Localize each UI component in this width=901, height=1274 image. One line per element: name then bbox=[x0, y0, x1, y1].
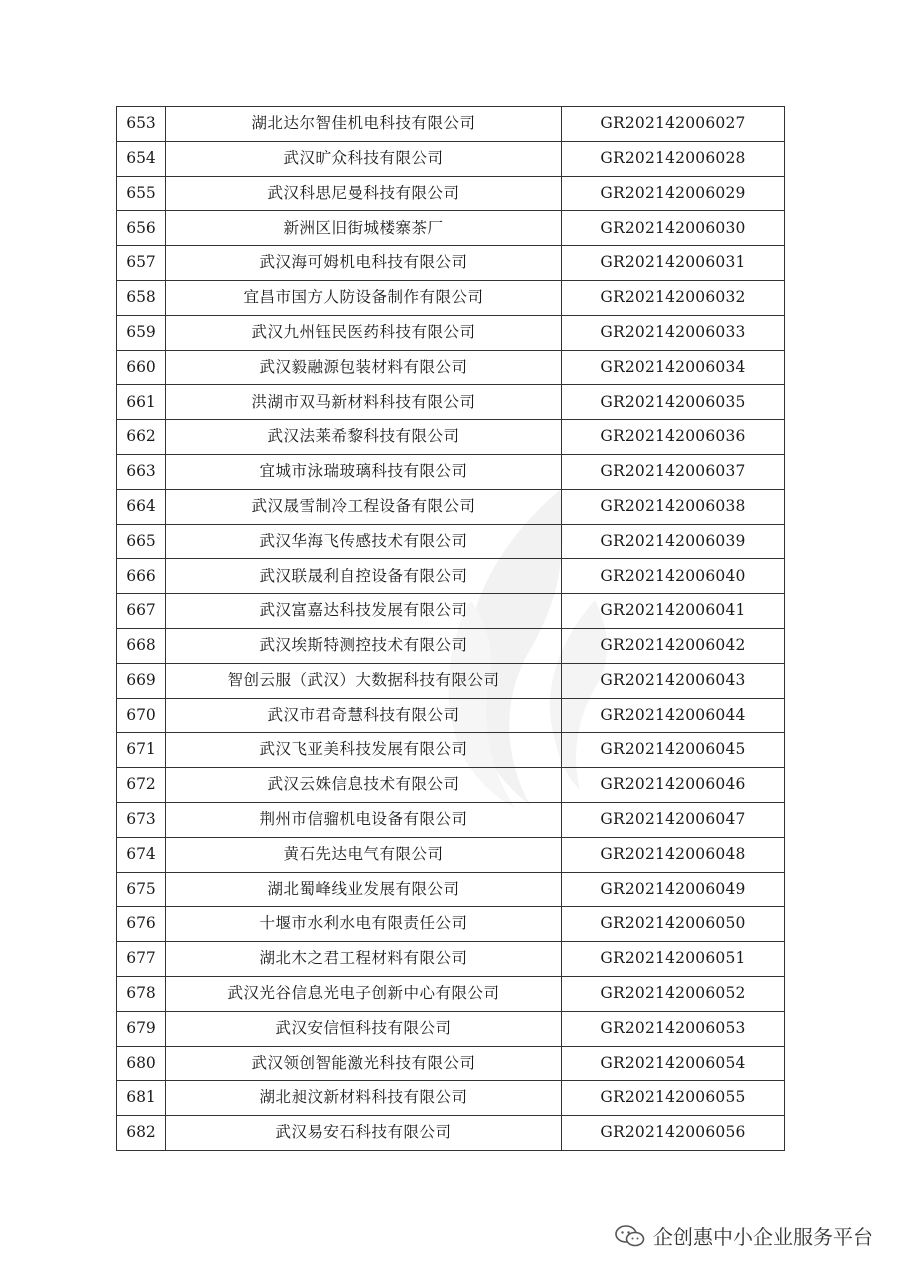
row-number: 672 bbox=[117, 768, 166, 803]
row-number: 658 bbox=[117, 280, 166, 315]
company-name: 武汉华海飞传感技术有限公司 bbox=[166, 524, 562, 559]
company-name: 武汉晟雪制冷工程设备有限公司 bbox=[166, 489, 562, 524]
certificate-code: GR202142006047 bbox=[562, 802, 785, 837]
certification-table bbox=[116, 106, 785, 1151]
certificate-code: GR202142006040 bbox=[562, 559, 785, 594]
company-name: 宜城市泳瑞玻璃科技有限公司 bbox=[166, 454, 562, 489]
row-number: 680 bbox=[117, 1046, 166, 1081]
row-number: 673 bbox=[117, 802, 166, 837]
table-row bbox=[117, 976, 785, 1011]
table-row bbox=[117, 211, 785, 246]
certificate-code: GR202142006054 bbox=[562, 1046, 785, 1081]
table-row bbox=[117, 280, 785, 315]
certificate-code: GR202142006043 bbox=[562, 663, 785, 698]
company-name: 武汉旷众科技有限公司 bbox=[166, 141, 562, 176]
certificate-code: GR202142006031 bbox=[562, 246, 785, 281]
row-number: 661 bbox=[117, 385, 166, 420]
row-number: 657 bbox=[117, 246, 166, 281]
certificate-code: GR202142006051 bbox=[562, 942, 785, 977]
table-row bbox=[117, 628, 785, 663]
certificate-code: GR202142006041 bbox=[562, 594, 785, 629]
footer-brand bbox=[615, 1221, 873, 1250]
certificate-code: GR202142006030 bbox=[562, 211, 785, 246]
row-number: 655 bbox=[117, 176, 166, 211]
table-row bbox=[117, 107, 785, 142]
table-row bbox=[117, 524, 785, 559]
row-number: 682 bbox=[117, 1116, 166, 1151]
company-name: 武汉光谷信息光电子创新中心有限公司 bbox=[166, 976, 562, 1011]
row-number: 674 bbox=[117, 837, 166, 872]
row-number: 660 bbox=[117, 350, 166, 385]
row-number: 663 bbox=[117, 454, 166, 489]
row-number: 679 bbox=[117, 1011, 166, 1046]
certificate-code: GR202142006053 bbox=[562, 1011, 785, 1046]
table-row bbox=[117, 733, 785, 768]
company-name: 黄石先达电气有限公司 bbox=[166, 837, 562, 872]
company-name: 武汉联晟利自控设备有限公司 bbox=[166, 559, 562, 594]
company-name: 武汉海可姆机电科技有限公司 bbox=[166, 246, 562, 281]
company-name: 武汉云姝信息技术有限公司 bbox=[166, 768, 562, 803]
table-row bbox=[117, 454, 785, 489]
company-name: 湖北达尔智佳机电科技有限公司 bbox=[166, 107, 562, 142]
company-name: 武汉易安石科技有限公司 bbox=[166, 1116, 562, 1151]
certificate-code: GR202142006032 bbox=[562, 280, 785, 315]
certificate-code: GR202142006052 bbox=[562, 976, 785, 1011]
company-name: 武汉埃斯特测控技术有限公司 bbox=[166, 628, 562, 663]
table-row bbox=[117, 489, 785, 524]
certificate-code: GR202142006042 bbox=[562, 628, 785, 663]
certificate-code: GR202142006028 bbox=[562, 141, 785, 176]
certificate-code: GR202142006035 bbox=[562, 385, 785, 420]
company-name: 十堰市水利水电有限责任公司 bbox=[166, 907, 562, 942]
footer-brand-text: 企创惠中小企业服务平台 bbox=[653, 1225, 873, 1249]
company-name: 武汉富嘉达科技发展有限公司 bbox=[166, 594, 562, 629]
certificate-code: GR202142006033 bbox=[562, 315, 785, 350]
company-name: 宜昌市国方人防设备制作有限公司 bbox=[166, 280, 562, 315]
certificate-code: GR202142006045 bbox=[562, 733, 785, 768]
company-name: 智创云服（武汉）大数据科技有限公司 bbox=[166, 663, 562, 698]
row-number: 678 bbox=[117, 976, 166, 1011]
company-name: 荆州市信骝机电设备有限公司 bbox=[166, 802, 562, 837]
certificate-code: GR202142006036 bbox=[562, 420, 785, 455]
table-row bbox=[117, 385, 785, 420]
row-number: 675 bbox=[117, 872, 166, 907]
company-name: 湖北木之君工程材料有限公司 bbox=[166, 942, 562, 977]
certificate-code: GR202142006044 bbox=[562, 698, 785, 733]
table-row bbox=[117, 559, 785, 594]
certificate-code: GR202142006038 bbox=[562, 489, 785, 524]
company-name: 武汉领创智能激光科技有限公司 bbox=[166, 1046, 562, 1081]
row-number: 676 bbox=[117, 907, 166, 942]
certificate-code: GR202142006046 bbox=[562, 768, 785, 803]
row-number: 681 bbox=[117, 1081, 166, 1116]
row-number: 668 bbox=[117, 628, 166, 663]
table-body bbox=[117, 107, 785, 1151]
company-name: 洪湖市双马新材料科技有限公司 bbox=[166, 385, 562, 420]
row-number: 667 bbox=[117, 594, 166, 629]
table-row bbox=[117, 141, 785, 176]
row-number: 677 bbox=[117, 942, 166, 977]
row-number: 659 bbox=[117, 315, 166, 350]
row-number: 665 bbox=[117, 524, 166, 559]
certificate-code: GR202142006034 bbox=[562, 350, 785, 385]
row-number: 669 bbox=[117, 663, 166, 698]
company-name: 湖北蜀峰线业发展有限公司 bbox=[166, 872, 562, 907]
table-row bbox=[117, 768, 785, 803]
table-row bbox=[117, 837, 785, 872]
certificate-code: GR202142006055 bbox=[562, 1081, 785, 1116]
table-row bbox=[117, 698, 785, 733]
company-name: 武汉法莱希黎科技有限公司 bbox=[166, 420, 562, 455]
row-number: 666 bbox=[117, 559, 166, 594]
wechat-icon bbox=[615, 1224, 645, 1248]
table-row bbox=[117, 1116, 785, 1151]
certificate-code: GR202142006056 bbox=[562, 1116, 785, 1151]
company-name: 武汉九州钰民医药科技有限公司 bbox=[166, 315, 562, 350]
table-row bbox=[117, 176, 785, 211]
table-row bbox=[117, 315, 785, 350]
table-row bbox=[117, 246, 785, 281]
table-row bbox=[117, 350, 785, 385]
table-row bbox=[117, 1081, 785, 1116]
certificate-code: GR202142006048 bbox=[562, 837, 785, 872]
table-row bbox=[117, 907, 785, 942]
row-number: 656 bbox=[117, 211, 166, 246]
row-number: 670 bbox=[117, 698, 166, 733]
table-row bbox=[117, 942, 785, 977]
table-row bbox=[117, 420, 785, 455]
company-name: 新洲区旧街城楼寨茶厂 bbox=[166, 211, 562, 246]
table-row bbox=[117, 1046, 785, 1081]
certificate-code: GR202142006029 bbox=[562, 176, 785, 211]
company-name: 武汉飞亚美科技发展有限公司 bbox=[166, 733, 562, 768]
certificate-code: GR202142006050 bbox=[562, 907, 785, 942]
row-number: 653 bbox=[117, 107, 166, 142]
certificate-code: GR202142006039 bbox=[562, 524, 785, 559]
table-row bbox=[117, 802, 785, 837]
certificate-code: GR202142006049 bbox=[562, 872, 785, 907]
row-number: 664 bbox=[117, 489, 166, 524]
company-name: 武汉安信恒科技有限公司 bbox=[166, 1011, 562, 1046]
table-row bbox=[117, 1011, 785, 1046]
row-number: 671 bbox=[117, 733, 166, 768]
certificate-code: GR202142006037 bbox=[562, 454, 785, 489]
table-row bbox=[117, 594, 785, 629]
company-name: 武汉市君奇慧科技有限公司 bbox=[166, 698, 562, 733]
company-name: 湖北昶汶新材料科技有限公司 bbox=[166, 1081, 562, 1116]
table-row bbox=[117, 663, 785, 698]
table-row bbox=[117, 872, 785, 907]
certificate-code: GR202142006027 bbox=[562, 107, 785, 142]
row-number: 654 bbox=[117, 141, 166, 176]
company-name: 武汉毅融源包装材料有限公司 bbox=[166, 350, 562, 385]
company-name: 武汉科思尼曼科技有限公司 bbox=[166, 176, 562, 211]
row-number: 662 bbox=[117, 420, 166, 455]
